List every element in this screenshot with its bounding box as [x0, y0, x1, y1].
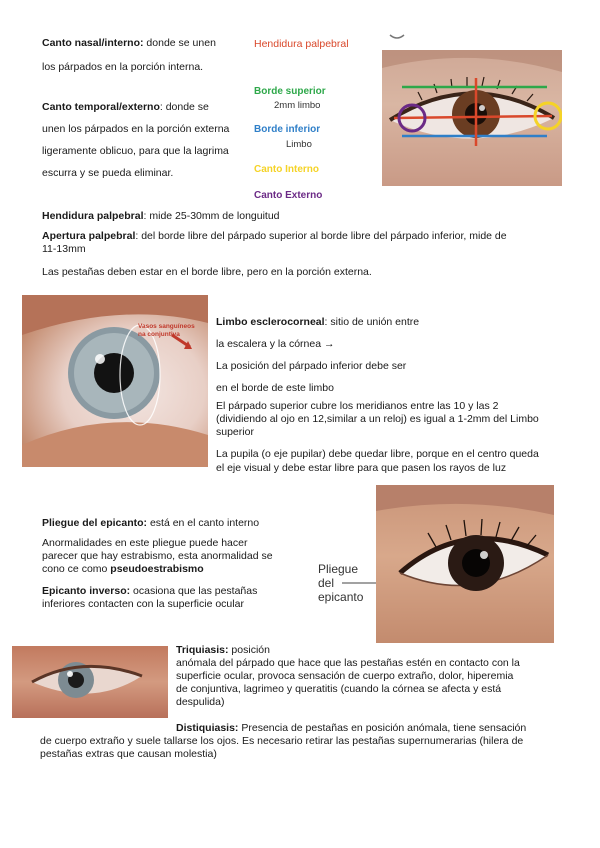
hendidura-term: Hendidura palpebral: [42, 210, 144, 222]
anorm-line1: Anormalidades en este pliegue puede hacer: [42, 537, 248, 549]
legend-canto-externo: Canto Externo: [254, 190, 323, 201]
epicanto-inverso-paragraph: [42, 585, 312, 611]
parpado-line3: superior: [216, 426, 254, 438]
legend-canto-interno: Canto Interno: [254, 164, 319, 175]
epicanto-label-line1: Pliegue: [318, 562, 359, 576]
epicanto-eye-image: [376, 485, 554, 643]
vasos-label: Vasos sanguíneos na conjuntiva: [138, 323, 195, 338]
distiquiasis-text: Presencia de pestañas en posición anómala, tiene sensación: [238, 722, 527, 734]
epicanto-inverso-text: ocasiona que las pestañas: [130, 585, 258, 597]
canto-temporal-line4: escurra y se pueda eliminar.: [42, 167, 174, 179]
triquiasis-line5: despulida): [176, 696, 225, 708]
limbo-line2: la escalera y la córnea →: [216, 338, 335, 350]
eye-diagram-svg: [382, 50, 562, 186]
triquiasis-text: posición: [228, 644, 270, 656]
legend-borde-superior: Borde superior: [254, 86, 326, 97]
eye-diagram-image: [382, 50, 562, 186]
apertura-paragraph: [42, 230, 562, 256]
canto-temporal-text: : donde se: [159, 101, 209, 113]
distiquiasis-line2: de cuerpo extraño y suele tallarse los ojos. Es necesario retirar las pestañas supernumerarias (hilera de: [40, 735, 524, 747]
hendidura-text: : mide 25-30mm de longuitud: [143, 210, 280, 222]
legend-borde-superior-sub: 2mm limbo: [274, 100, 321, 111]
limbo-line3: La posición del párpado inferior debe ser: [216, 360, 407, 372]
pseudoestrabismo-term: pseudoestrabismo: [110, 563, 204, 575]
epicanto-eye-svg: [376, 485, 554, 643]
triquiasis-line3: superficie ocular, provoca sensación de cuerpo extraño, dolor, hiperemia: [176, 670, 514, 682]
limbo-eye-svg: [22, 295, 208, 467]
pliegue-paragraph: [42, 516, 342, 530]
anormalidades-paragraph: [42, 537, 312, 576]
parpado-paragraph: [216, 400, 561, 439]
epicanto-label-line3: epicanto: [318, 590, 364, 604]
pupila-paragraph: [216, 447, 561, 475]
legend-borde-inferior: Borde inferior: [254, 124, 321, 135]
arc-mark: [388, 32, 406, 42]
triquiasis-line4: de conjuntiva, lagrimeo y queratitis (cuando la córnea se afecta y está: [176, 683, 502, 695]
legend-hendidura: Hendidura palpebral: [254, 38, 349, 50]
canto-nasal-text: donde se unen: [143, 37, 216, 49]
hendidura-paragraph: [42, 209, 562, 223]
triquiasis-line2: anómala del párpado que hace que las pestañas estén en contacto con la: [176, 657, 520, 669]
limbo-paragraph: [216, 315, 556, 395]
anorm-line3: cono ce como: [42, 563, 111, 575]
epicanto-label-line2: del: [318, 576, 335, 590]
canto-temporal-term: Canto temporal/externo: [42, 101, 160, 113]
canto-nasal-paragraph: [42, 36, 242, 75]
parpado-line2: (dividiendo al ojo en 12,similar a un reloj) es igual a 1-2mm del Limbo: [216, 413, 539, 425]
distiquiasis-term: Distiquiasis:: [176, 722, 239, 734]
apertura-text: : del borde libre del párpado superior al borde libre del párpado inferior, mide de: [135, 230, 507, 242]
canto-temporal-paragraph: [42, 100, 257, 181]
anorm-line2: parecer que hay estrabismo, esta anormalidad se: [42, 550, 273, 562]
canto-temporal-line3: ligeramente oblicuo, para que la lagrima: [42, 145, 229, 157]
pupila-line2: el eje visual y debe estar libre para que pasen los rayos de luz: [216, 462, 507, 474]
distiquiasis-line3: pestañas extras que causan molestia): [40, 748, 217, 760]
epicanto-inverso-line2: inferiores contacten con la superficie ocular: [42, 598, 244, 610]
limbo-line4: en el borde de este limbo: [216, 382, 334, 394]
canto-temporal-line2: unen los párpados en la porción externa: [42, 123, 230, 135]
pestanas-paragraph: Las pestañas deben estar en el borde libre, pero en la porción externa.: [42, 266, 372, 278]
triquiasis-term: Triquiasis:: [176, 644, 229, 656]
legend-borde-inferior-sub: Limbo: [286, 139, 312, 150]
limbo-text: : sitio de unión entre: [324, 316, 420, 328]
canto-nasal-line2: los párpados en la porción interna.: [42, 61, 204, 73]
pliegue-text: está en el canto interno: [147, 517, 260, 529]
canto-nasal-term: Canto nasal/interno:: [42, 37, 144, 49]
apertura-line2: 11-13mm: [42, 243, 86, 255]
distiquiasis-paragraph: [40, 722, 580, 761]
pliegue-term: Pliegue del epicanto:: [42, 517, 148, 529]
limbo-eye-image: [22, 295, 208, 467]
apertura-term: Apertura palpebral: [42, 230, 136, 242]
parpado-line1: El párpado superior cubre los meridianos entre las 10 y las 2: [216, 400, 499, 412]
epicanto-inverso-term: Epicanto inverso:: [42, 585, 131, 597]
pupila-line1: La pupila (o eje pupilar) debe quedar libre, porque en el centro queda: [216, 448, 539, 460]
triquiasis-paragraph: [176, 644, 566, 709]
limbo-term: Limbo esclerocorneal: [216, 316, 325, 328]
triquiasis-eye-svg: [12, 646, 168, 718]
triquiasis-eye-image: [12, 646, 168, 718]
